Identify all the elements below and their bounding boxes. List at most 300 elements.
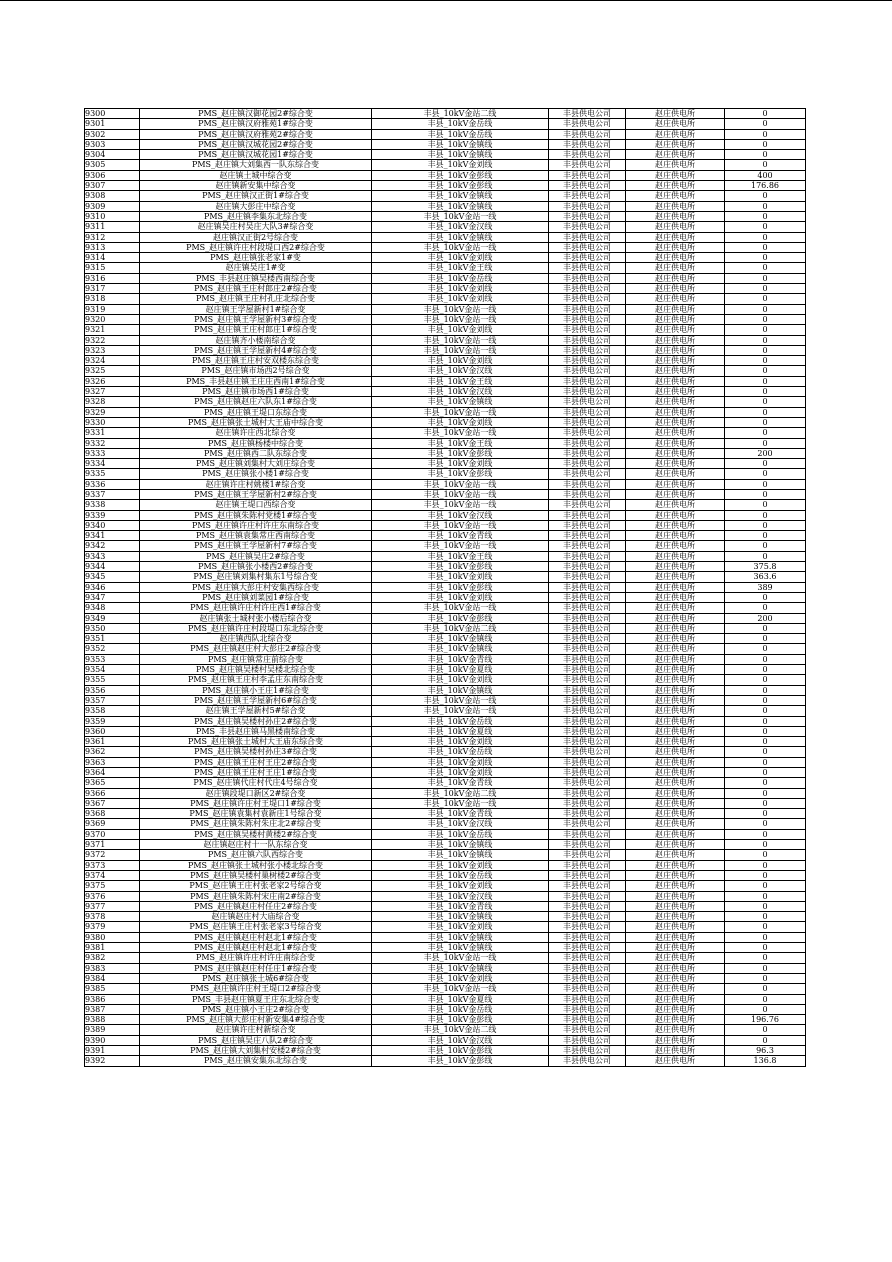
row-number-cell: 9353 (85, 654, 140, 664)
feeder-line-cell: 丰县_10kV金汉线 (372, 891, 549, 901)
company-cell: 丰县供电公司 (549, 510, 626, 520)
row-number-cell: 9354 (85, 665, 140, 675)
table-row (85, 314, 806, 324)
company-cell: 丰县供电公司 (549, 428, 626, 438)
feeder-line-cell: 丰县_10kV金镇线 (372, 850, 549, 860)
company-cell: 丰县供电公司 (549, 778, 626, 788)
table-row (85, 562, 806, 572)
row-number-cell: 9377 (85, 901, 140, 911)
value-cell: 0 (725, 1035, 806, 1045)
row-number-cell: 9313 (85, 242, 140, 252)
transformer-name-cell: PMS_赵庄镇赵庄村赵北1#综合变 (140, 943, 372, 953)
transformer-name-cell: PMS_赵庄镇汉城花园1#综合变 (140, 150, 372, 160)
value-cell: 0 (725, 479, 806, 489)
feeder-line-cell: 丰县_10kV金彭线 (372, 181, 549, 191)
feeder-line-cell: 丰县_10kV金站二线 (372, 1025, 549, 1035)
station-cell: 赵庄供电所 (626, 242, 725, 252)
table-row (85, 294, 806, 304)
table-row (85, 170, 806, 180)
row-number-cell: 9321 (85, 325, 140, 335)
feeder-line-cell: 丰县_10kV金青线 (372, 901, 549, 911)
row-number-cell: 9380 (85, 932, 140, 942)
table-row (85, 500, 806, 510)
station-cell: 赵庄供电所 (626, 325, 725, 335)
value-cell: 0 (725, 356, 806, 366)
transformer-name-cell: PMS_丰县赵庄镇马黑楼南综合变 (140, 726, 372, 736)
row-number-cell: 9335 (85, 469, 140, 479)
table-row (85, 201, 806, 211)
station-cell: 赵庄供电所 (626, 881, 725, 891)
station-cell: 赵庄供电所 (626, 407, 725, 417)
station-cell: 赵庄供电所 (626, 253, 725, 263)
value-cell: 0 (725, 953, 806, 963)
value-cell: 0 (725, 623, 806, 633)
transformer-name-cell: PMS_赵庄镇王庄村孔庄北综合变 (140, 294, 372, 304)
table-row (85, 232, 806, 242)
transformer-name-cell: PMS_赵庄镇吴楼村吴楼北综合变 (140, 665, 372, 675)
transformer-name-cell: PMS_赵庄镇吴庄八队2#综合变 (140, 1035, 372, 1045)
station-cell: 赵庄供电所 (626, 232, 725, 242)
company-cell: 丰县供电公司 (549, 922, 626, 932)
station-cell: 赵庄供电所 (626, 788, 725, 798)
transformer-name-cell: PMS_赵庄镇许庄村许庄西1#综合变 (140, 603, 372, 613)
transformer-name-cell: PMS_赵庄镇李集东北综合变 (140, 211, 372, 221)
row-number-cell: 9330 (85, 417, 140, 427)
company-cell: 丰县供电公司 (549, 592, 626, 602)
station-cell: 赵庄供电所 (626, 284, 725, 294)
station-cell: 赵庄供电所 (626, 1025, 725, 1035)
row-number-cell: 9347 (85, 592, 140, 602)
row-number-cell: 9375 (85, 881, 140, 891)
table-row (85, 932, 806, 942)
transformer-name-cell: PMS_赵庄镇赵庄六队东1#综合变 (140, 397, 372, 407)
page-top-rule (0, 0, 892, 1)
transformer-name-cell: 赵庄镇赵庄村十一队东综合变 (140, 840, 372, 850)
transformer-name-cell: PMS_赵庄镇大彭庄村新安集4#综合变 (140, 1015, 372, 1025)
row-number-cell: 9348 (85, 603, 140, 613)
transformer-name-cell: PMS_赵庄镇汉城花园2#综合变 (140, 139, 372, 149)
transformer-name-cell: 赵庄镇王堤口西综合变 (140, 500, 372, 510)
station-cell: 赵庄供电所 (626, 654, 725, 664)
row-number-cell: 9328 (85, 397, 140, 407)
company-cell: 丰县供电公司 (549, 716, 626, 726)
feeder-line-cell: 丰县_10kV金镇线 (372, 912, 549, 922)
table-row (85, 448, 806, 458)
row-number-cell: 9338 (85, 500, 140, 510)
company-cell: 丰县供电公司 (549, 520, 626, 530)
table-row (85, 870, 806, 880)
company-cell: 丰县供电公司 (549, 356, 626, 366)
feeder-line-cell: 丰县_10kV金刘线 (372, 675, 549, 685)
table-row (85, 747, 806, 757)
station-cell: 赵庄供电所 (626, 984, 725, 994)
value-cell: 0 (725, 634, 806, 644)
value-cell: 0 (725, 840, 806, 850)
table-row (85, 1004, 806, 1014)
row-number-cell: 9364 (85, 768, 140, 778)
company-cell: 丰县供电公司 (549, 438, 626, 448)
value-cell: 0 (725, 345, 806, 355)
station-cell: 赵庄供电所 (626, 819, 725, 829)
row-number-cell: 9307 (85, 181, 140, 191)
value-cell: 0 (725, 665, 806, 675)
table-row (85, 119, 806, 129)
station-cell: 赵庄供电所 (626, 695, 725, 705)
company-cell: 丰县供电公司 (549, 809, 626, 819)
value-cell: 0 (725, 860, 806, 870)
row-number-cell: 9374 (85, 870, 140, 880)
company-cell: 丰县供电公司 (549, 912, 626, 922)
transformer-name-cell: 赵庄镇新安集中综合变 (140, 181, 372, 191)
transformer-name-cell: PMS_赵庄镇王学屋新村4#综合变 (140, 345, 372, 355)
transformer-name-cell: PMS_赵庄镇杨楼中综合变 (140, 438, 372, 448)
table-row (85, 788, 806, 798)
value-cell: 0 (725, 788, 806, 798)
row-number-cell: 9326 (85, 376, 140, 386)
feeder-line-cell: 丰县_10kV金刘线 (372, 572, 549, 582)
table-row (85, 479, 806, 489)
feeder-line-cell: 丰县_10kV金镇线 (372, 685, 549, 695)
transformer-name-cell: PMS_赵庄镇吴楼村黄楼2#综合变 (140, 829, 372, 839)
transformer-name-cell: PMS_赵庄镇朱陈村朱庄北2#综合变 (140, 819, 372, 829)
table-row (85, 984, 806, 994)
table-row (85, 809, 806, 819)
station-cell: 赵庄供电所 (626, 387, 725, 397)
transformer-name-cell: PMS_赵庄镇王学屋新村3#综合变 (140, 314, 372, 324)
company-cell: 丰县供电公司 (549, 881, 626, 891)
transformer-name-cell: PMS_赵庄镇赵庄村大彭庄2#综合变 (140, 644, 372, 654)
feeder-line-cell: 丰县_10kV金岳线 (372, 716, 549, 726)
value-cell: 0 (725, 973, 806, 983)
company-cell: 丰县供电公司 (549, 242, 626, 252)
value-cell: 0 (725, 706, 806, 716)
transformer-name-cell: PMS_赵庄镇刘集村集东1号综合变 (140, 572, 372, 582)
transformer-name-cell: PMS_赵庄镇汉府雅苑2#综合变 (140, 129, 372, 139)
table-row (85, 963, 806, 973)
company-cell: 丰县供电公司 (549, 551, 626, 561)
value-cell: 0 (725, 150, 806, 160)
feeder-line-cell: 丰县_10kV金站一线 (372, 798, 549, 808)
transformer-name-cell: PMS_丰县赵庄镇吴楼西南综合变 (140, 273, 372, 283)
station-cell: 赵庄供电所 (626, 973, 725, 983)
value-cell: 0 (725, 304, 806, 314)
transformer-name-cell: 赵庄镇段堤口新区2#综合变 (140, 788, 372, 798)
transformer-name-cell: PMS_赵庄镇吴庄2#综合变 (140, 551, 372, 561)
transformer-name-cell: PMS_赵庄镇朱陈村党楼1#综合变 (140, 510, 372, 520)
value-cell: 0 (725, 685, 806, 695)
station-cell: 赵庄供电所 (626, 335, 725, 345)
feeder-line-cell: 丰县_10kV金汉线 (372, 1035, 549, 1045)
row-number-cell: 9362 (85, 747, 140, 757)
table-row (85, 665, 806, 675)
transformer-name-cell: PMS_赵庄镇张土城村大王庙中综合变 (140, 417, 372, 427)
table-row (85, 510, 806, 520)
transformer-name-cell: PMS_赵庄镇王庄村张老家3号综合变 (140, 922, 372, 932)
feeder-line-cell: 丰县_10kV金刘线 (372, 881, 549, 891)
transformer-name-cell: PMS_赵庄镇大刘集西一队东综合变 (140, 160, 372, 170)
company-cell: 丰县供电公司 (549, 932, 626, 942)
transformer-name-cell: PMS_赵庄镇张老家1#变 (140, 253, 372, 263)
company-cell: 丰县供电公司 (549, 665, 626, 675)
company-cell: 丰县供电公司 (549, 613, 626, 623)
company-cell: 丰县供电公司 (549, 901, 626, 911)
transformer-name-cell: PMS_赵庄镇刘菜园1#综合变 (140, 592, 372, 602)
company-cell: 丰县供电公司 (549, 253, 626, 263)
company-cell: 丰县供电公司 (549, 417, 626, 427)
table-row (85, 603, 806, 613)
table-row (85, 489, 806, 499)
feeder-line-cell: 丰县_10kV金王线 (372, 438, 549, 448)
feeder-line-cell: 丰县_10kV金彭线 (372, 469, 549, 479)
company-cell: 丰县供电公司 (549, 119, 626, 129)
feeder-line-cell: 丰县_10kV金刘线 (372, 294, 549, 304)
transformer-name-cell: PMS_赵庄镇安集东北综合变 (140, 1056, 372, 1066)
company-cell: 丰县供电公司 (549, 479, 626, 489)
transformer-name-cell: PMS_赵庄镇张土城村张小楼北综合变 (140, 860, 372, 870)
transformer-name-cell: PMS_赵庄镇小王庄1#综合变 (140, 685, 372, 695)
company-cell: 丰县供电公司 (549, 232, 626, 242)
feeder-line-cell: 丰县_10kV金站一线 (372, 953, 549, 963)
station-cell: 赵庄供电所 (626, 860, 725, 870)
value-cell: 0 (725, 335, 806, 345)
value-cell: 0 (725, 387, 806, 397)
value-cell: 0 (725, 829, 806, 839)
table-row (85, 582, 806, 592)
transformer-name-cell: PMS_赵庄镇小王庄2#综合变 (140, 1004, 372, 1014)
row-number-cell: 9363 (85, 757, 140, 767)
value-cell: 196.76 (725, 1015, 806, 1025)
row-number-cell: 9352 (85, 644, 140, 654)
station-cell: 赵庄供电所 (626, 356, 725, 366)
row-number-cell: 9333 (85, 448, 140, 458)
row-number-cell: 9332 (85, 438, 140, 448)
company-cell: 丰县供电公司 (549, 191, 626, 201)
table-row (85, 685, 806, 695)
company-cell: 丰县供电公司 (549, 1004, 626, 1014)
value-cell: 200 (725, 613, 806, 623)
value-cell: 0 (725, 211, 806, 221)
company-cell: 丰县供电公司 (549, 263, 626, 273)
value-cell: 0 (725, 109, 806, 119)
station-cell: 赵庄供电所 (626, 757, 725, 767)
row-number-cell: 9304 (85, 150, 140, 160)
company-cell: 丰县供电公司 (549, 160, 626, 170)
value-cell: 0 (725, 922, 806, 932)
transformer-name-cell: 赵庄镇王学屋新村5#综合变 (140, 706, 372, 716)
row-number-cell: 9387 (85, 1004, 140, 1014)
station-cell: 赵庄供电所 (626, 417, 725, 427)
row-number-cell: 9311 (85, 222, 140, 232)
feeder-line-cell: 丰县_10kV金刘线 (372, 737, 549, 747)
table-row (85, 778, 806, 788)
value-cell: 0 (725, 675, 806, 685)
feeder-line-cell: 丰县_10kV金刘线 (372, 284, 549, 294)
feeder-line-cell: 丰县_10kV金镇线 (372, 634, 549, 644)
table-row (85, 953, 806, 963)
value-cell: 0 (725, 314, 806, 324)
table-row (85, 634, 806, 644)
station-cell: 赵庄供电所 (626, 840, 725, 850)
table-row (85, 881, 806, 891)
row-number-cell: 9319 (85, 304, 140, 314)
company-cell: 丰县供电公司 (549, 1025, 626, 1035)
transformer-name-cell: PMS_赵庄镇赵庄村任庄2#综合变 (140, 901, 372, 911)
table-row (85, 129, 806, 139)
row-number-cell: 9351 (85, 634, 140, 644)
table-row (85, 139, 806, 149)
company-cell: 丰县供电公司 (549, 562, 626, 572)
station-cell: 赵庄供电所 (626, 438, 725, 448)
feeder-line-cell: 丰县_10kV金彭线 (372, 1056, 549, 1066)
value-cell: 176.86 (725, 181, 806, 191)
feeder-line-cell: 丰县_10kV金刘线 (372, 417, 549, 427)
company-cell: 丰县供电公司 (549, 397, 626, 407)
station-cell: 赵庄供电所 (626, 510, 725, 520)
row-number-cell: 9378 (85, 912, 140, 922)
table-body (85, 109, 806, 1067)
row-number-cell: 9327 (85, 387, 140, 397)
table-row (85, 592, 806, 602)
transformer-name-cell: PMS_赵庄镇朱陈村宋庄南2#综合变 (140, 891, 372, 901)
table-row (85, 109, 806, 119)
station-cell: 赵庄供电所 (626, 500, 725, 510)
row-number-cell: 9325 (85, 366, 140, 376)
company-cell: 丰县供电公司 (549, 891, 626, 901)
company-cell: 丰县供电公司 (549, 284, 626, 294)
value-cell: 0 (725, 232, 806, 242)
value-cell: 200 (725, 448, 806, 458)
value-cell: 0 (725, 737, 806, 747)
company-cell: 丰县供电公司 (549, 572, 626, 582)
transformer-name-cell: PMS_赵庄镇王学屋新村6#综合变 (140, 695, 372, 705)
table-row (85, 850, 806, 860)
station-cell: 赵庄供电所 (626, 768, 725, 778)
table-row (85, 922, 806, 932)
company-cell: 丰县供电公司 (549, 850, 626, 860)
feeder-line-cell: 丰县_10kV金青线 (372, 531, 549, 541)
company-cell: 丰县供电公司 (549, 582, 626, 592)
company-cell: 丰县供电公司 (549, 819, 626, 829)
feeder-line-cell: 丰县_10kV金岳线 (372, 1004, 549, 1014)
station-cell: 赵庄供电所 (626, 943, 725, 953)
company-cell: 丰县供电公司 (549, 170, 626, 180)
table-row (85, 1025, 806, 1035)
station-cell: 赵庄供电所 (626, 191, 725, 201)
feeder-line-cell: 丰县_10kV金站一线 (372, 984, 549, 994)
value-cell: 0 (725, 726, 806, 736)
table-row (85, 284, 806, 294)
transformer-name-cell: PMS_赵庄镇刘集村大刘庄综合变 (140, 459, 372, 469)
station-cell: 赵庄供电所 (626, 448, 725, 458)
company-cell: 丰县供电公司 (549, 366, 626, 376)
table-row (85, 181, 806, 191)
feeder-line-cell: 丰县_10kV金站二线 (372, 788, 549, 798)
row-number-cell: 9355 (85, 675, 140, 685)
transformer-name-cell: 赵庄镇许庄村姚楼1#综合变 (140, 479, 372, 489)
feeder-line-cell: 丰县_10kV金岳线 (372, 829, 549, 839)
row-number-cell: 9385 (85, 984, 140, 994)
station-cell: 赵庄供电所 (626, 613, 725, 623)
transformer-name-cell: 赵庄镇大彭庄中综合变 (140, 201, 372, 211)
company-cell: 丰县供电公司 (549, 345, 626, 355)
station-cell: 赵庄供电所 (626, 932, 725, 942)
value-cell: 0 (725, 428, 806, 438)
company-cell: 丰县供电公司 (549, 304, 626, 314)
row-number-cell: 9334 (85, 459, 140, 469)
value-cell: 0 (725, 644, 806, 654)
transformer-table (84, 108, 806, 1067)
feeder-line-cell: 丰县_10kV金镇线 (372, 191, 549, 201)
station-cell: 赵庄供电所 (626, 634, 725, 644)
transformer-name-cell: 赵庄镇赵庄村大庙综合变 (140, 912, 372, 922)
table-row (85, 469, 806, 479)
company-cell: 丰县供电公司 (549, 994, 626, 1004)
row-number-cell: 9309 (85, 201, 140, 211)
transformer-name-cell: PMS_赵庄镇许庄村王堤口1#综合变 (140, 798, 372, 808)
row-number-cell: 9357 (85, 695, 140, 705)
feeder-line-cell: 丰县_10kV金刘线 (372, 922, 549, 932)
transformer-name-cell: PMS_赵庄镇大彭庄村安集西综合变 (140, 582, 372, 592)
transformer-name-cell: PMS_赵庄镇代庄村代庄4号综合变 (140, 778, 372, 788)
feeder-line-cell: 丰县_10kV金岳线 (372, 129, 549, 139)
value-cell: 0 (725, 489, 806, 499)
table-row (85, 675, 806, 685)
station-cell: 赵庄供电所 (626, 551, 725, 561)
table-row (85, 757, 806, 767)
value-cell: 375.8 (725, 562, 806, 572)
transformer-name-cell: 赵庄镇土城中综合变 (140, 170, 372, 180)
company-cell: 丰县供电公司 (549, 798, 626, 808)
table-row (85, 912, 806, 922)
feeder-line-cell: 丰县_10kV金岳线 (372, 119, 549, 129)
transformer-name-cell: PMS_赵庄镇赵庄村赵北1#综合变 (140, 932, 372, 942)
station-cell: 赵庄供电所 (626, 922, 725, 932)
table-row (85, 191, 806, 201)
table-row (85, 623, 806, 633)
station-cell: 赵庄供电所 (626, 129, 725, 139)
transformer-name-cell: PMS_赵庄镇王学屋新村7#综合变 (140, 541, 372, 551)
company-cell: 丰县供电公司 (549, 273, 626, 283)
station-cell: 赵庄供电所 (626, 737, 725, 747)
value-cell: 0 (725, 541, 806, 551)
row-number-cell: 9386 (85, 994, 140, 1004)
station-cell: 赵庄供电所 (626, 778, 725, 788)
table-row (85, 726, 806, 736)
transformer-name-cell: PMS_赵庄镇吴楼村孙庄3#综合变 (140, 747, 372, 757)
company-cell: 丰县供电公司 (549, 1046, 626, 1056)
row-number-cell: 9391 (85, 1046, 140, 1056)
transformer-name-cell: PMS_赵庄镇常庄前综合变 (140, 654, 372, 664)
station-cell: 赵庄供电所 (626, 665, 725, 675)
row-number-cell: 9340 (85, 520, 140, 530)
value-cell: 0 (725, 695, 806, 705)
feeder-line-cell: 丰县_10kV金镇线 (372, 840, 549, 850)
station-cell: 赵庄供电所 (626, 273, 725, 283)
feeder-line-cell: 丰县_10kV金青线 (372, 778, 549, 788)
row-number-cell: 9329 (85, 407, 140, 417)
company-cell: 丰县供电公司 (549, 788, 626, 798)
station-cell: 赵庄供电所 (626, 603, 725, 613)
table-row (85, 211, 806, 221)
station-cell: 赵庄供电所 (626, 829, 725, 839)
row-number-cell: 9384 (85, 973, 140, 983)
table-row (85, 768, 806, 778)
table-row (85, 901, 806, 911)
table-row (85, 459, 806, 469)
feeder-line-cell: 丰县_10kV金站二线 (372, 109, 549, 119)
table-row (85, 273, 806, 283)
station-cell: 赵庄供电所 (626, 459, 725, 469)
